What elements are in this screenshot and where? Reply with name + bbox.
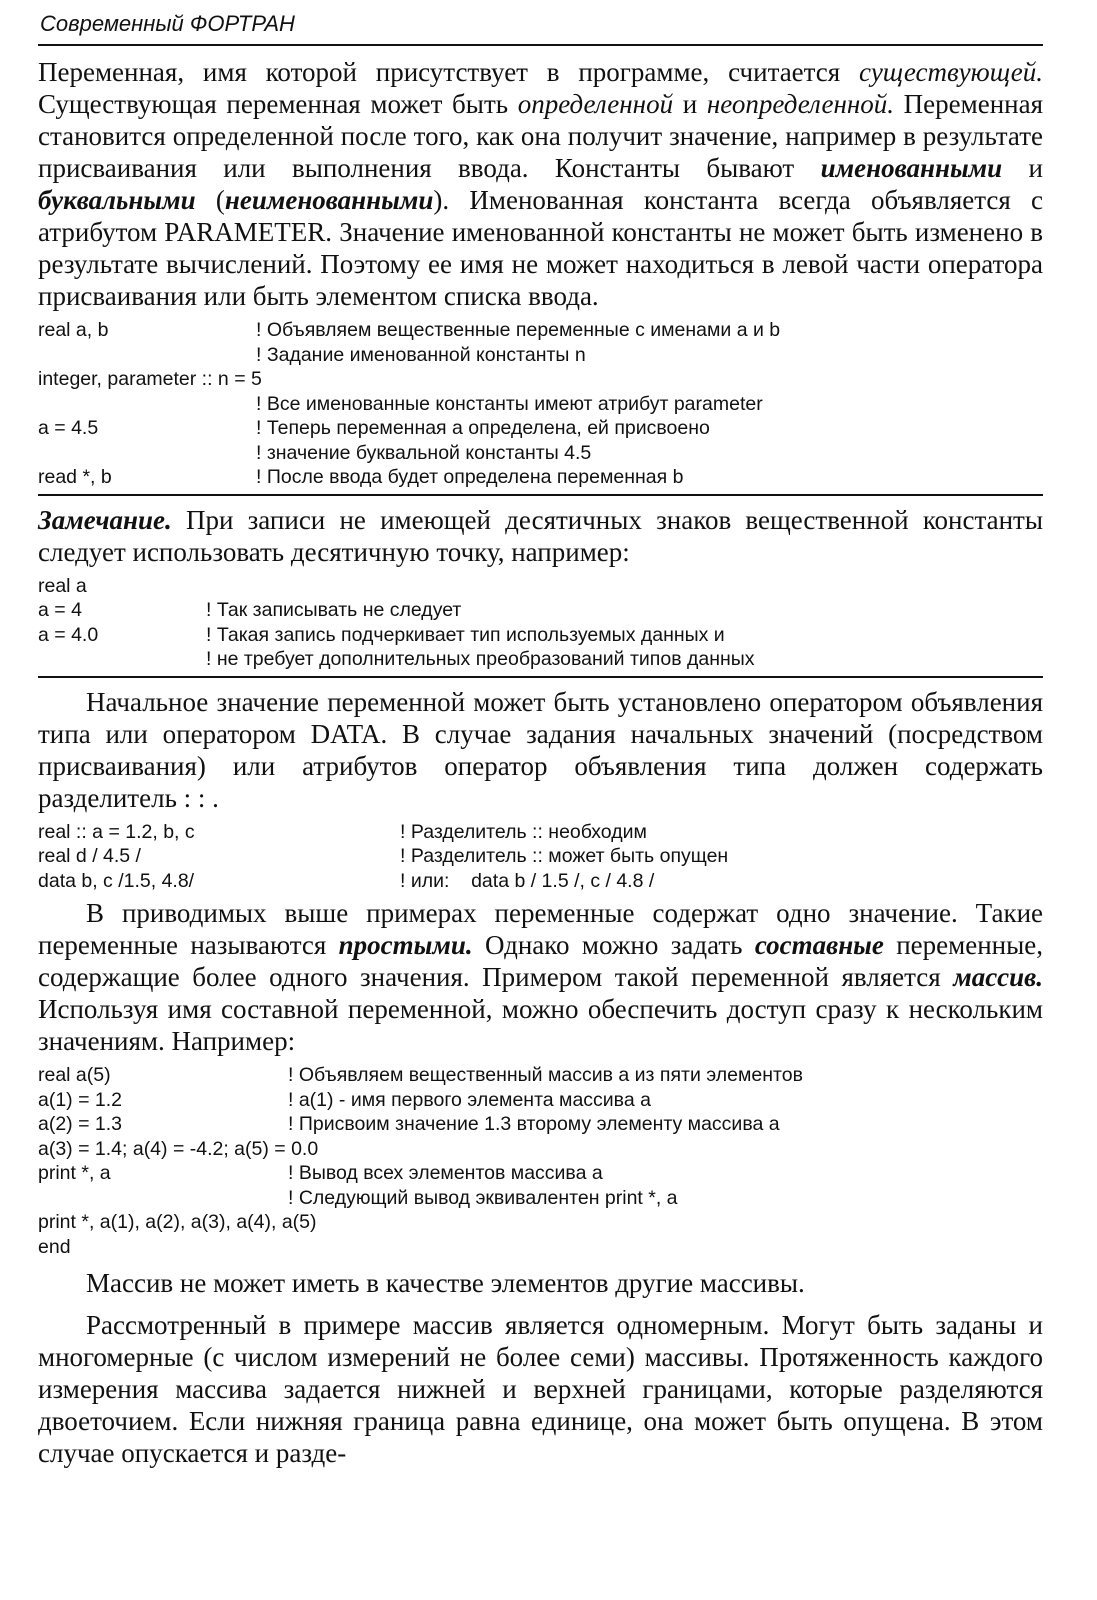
running-header: Современный ФОРТРАН (38, 10, 1043, 46)
code-line: real a, b ! Объявляем вещественные переменные с именами a и b (38, 319, 781, 341)
paragraph-array-elements: Массив не может иметь в качестве элементов другие массивы. (86, 1268, 805, 1298)
code-line: end (38, 1235, 71, 1258)
code-line: ! Следующий вывод эквивалентен print *, a (288, 1186, 678, 1209)
code-line: print *, a ! Вывод всех элементов массива a (38, 1162, 603, 1184)
code-line: real a(5) ! Объявляем вещественный массив a из пяти элементов (38, 1064, 803, 1086)
code-line: ! не требует дополнительных преобразований типов данных (206, 648, 755, 670)
code-line: print *, a(1), a(2), a(3), a(4), a(5) (38, 1211, 317, 1233)
code-line: data b, c /1.5, 4.8/ ! или: data b / 1.5 /, c / 4.8 / (38, 869, 655, 892)
code-line: a(1) = 1.2 ! a(1) - имя первого элемента массива a (38, 1088, 651, 1111)
code-line: a = 4.0 ! Такая запись подчеркивает тип используемых данных и (38, 623, 725, 646)
code-line: a = 4.5 ! Теперь переменная a определена, ей присвоено (38, 417, 710, 439)
code-line: real d / 4.5 / ! Разделитель :: может быть опущен (38, 845, 729, 867)
code-example-parameter (38, 318, 1043, 490)
code-line: integer, parameter :: n = 5 (38, 368, 262, 390)
code-line: read *, b ! После ввода будет определена переменная b (38, 466, 684, 488)
code-line: ! Все именованные константы имеют атрибут parameter (256, 392, 763, 415)
code-line: ! Задание именованной константы n (256, 343, 586, 366)
code-line: real a (38, 574, 87, 597)
code-line: a(3) = 1.4; a(4) = -4.2; a(5) = 0.0 (38, 1137, 319, 1160)
code-line: a = 4 ! Так записывать не следует (38, 599, 462, 621)
code-example-array (38, 1063, 1043, 1259)
paragraph-multidimensional: Рассмотренный в примере массив является одномерным. Могут быть заданы и многомерные (с числом измерений не более семи) массивы. Протяженность каждого измерения массива задается нижней и верхней границами, которые разделяются двоеточием. Если нижняя граница равна единице, она может быть опущена. В этом случае опускается и разде- (38, 1310, 1043, 1468)
code-line: ! значение буквальной константы 4.5 (256, 441, 592, 464)
divider (38, 676, 1043, 678)
paragraph-variables: Переменная, имя которой присутствует в программе, считается существующей. Существующая переменная может быть определенной и неопределенной. Переменная становится определенной после того, как она получит значение, например в результате присваивания или выполнения ввода. Константы бывают именованными и буквальными (неименованными). Именованная константа всегда объявляется с атрибутом PARAMETER. Значение именованной константы не может быть изменено в результате вычислений. Поэтому ее имя не может находиться в левой части оператора присваивания или быть элементом списка ввода. (38, 57, 1044, 311)
divider (38, 494, 1043, 496)
code-line: a(2) = 1.3 ! Присвоим значение 1.3 второму элементу массива a (38, 1113, 780, 1135)
paragraph-compound-variables: В приводимых выше примерах переменные содержат одно значение. Такие переменные называются простыми. Однако можно задать составные переменные, содержащие более одного значения. Примером такой переменной является массив. Используя имя составной переменной, можно обеспечить доступ сразу к нескольким значениям. Например: (38, 898, 1043, 1056)
book-page (38, 10, 1043, 1469)
code-line: real :: a = 1.2, b, c ! Разделитель :: необходим (38, 820, 647, 843)
paragraph-initial-values: Начальное значение переменной может быть установлено оператором объявления типа или оператором DATA. В случае задания начальных значений (посредством присваивания) или атрибутов оператор объявления типа должен содержать разделитель : : . (38, 686, 1043, 813)
note-paragraph: Замечание. При записи не имеющей десятичных знаков вещественной константы следует использовать десятичную точку, например: (38, 504, 1043, 567)
code-example-decimal-point (38, 574, 1043, 672)
code-example-initialization (38, 820, 1043, 894)
